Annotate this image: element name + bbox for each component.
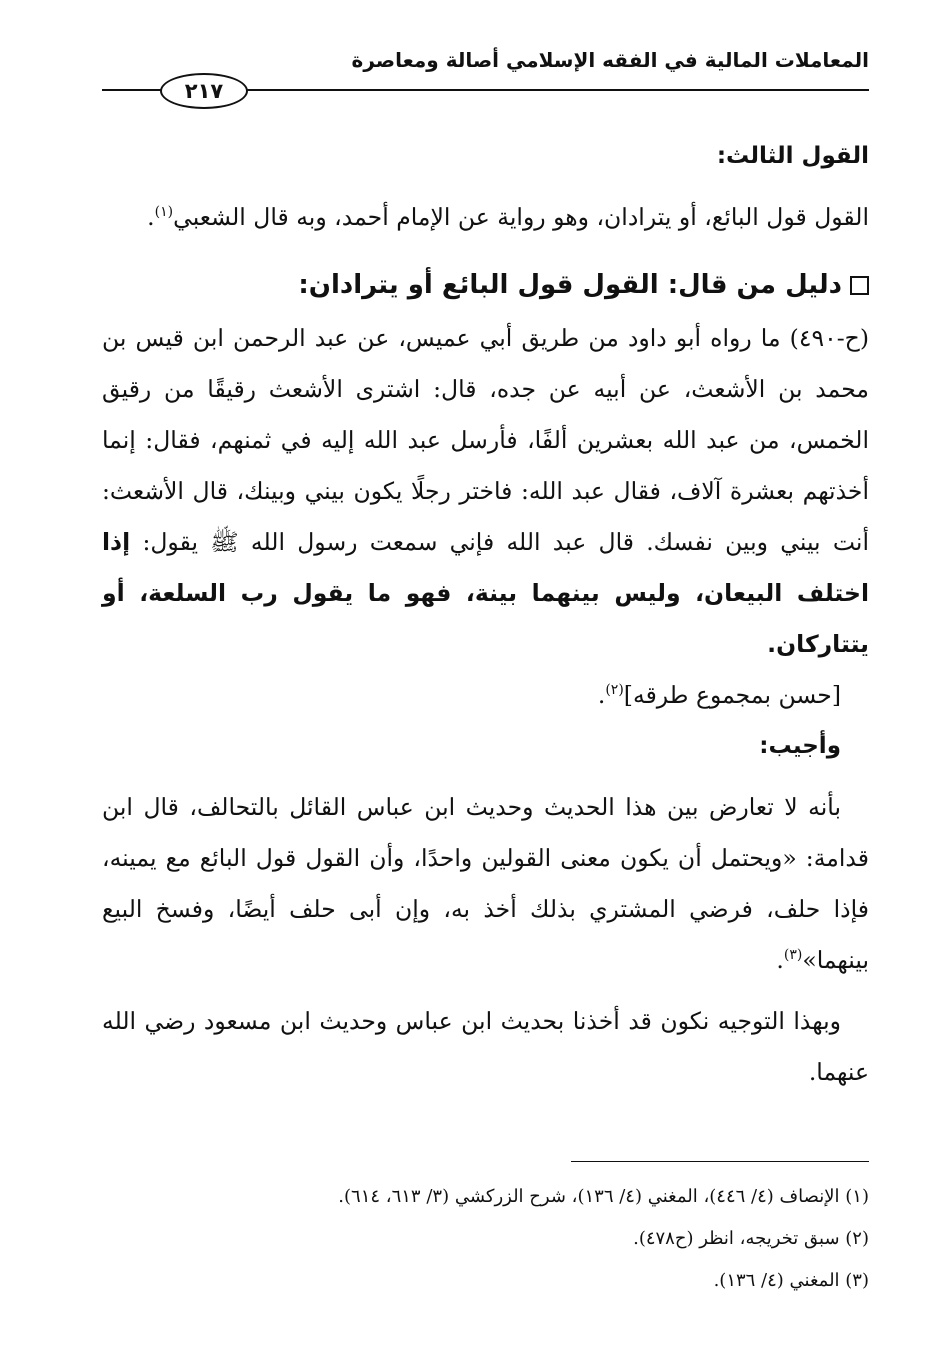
closing-paragraph: وبهذا التوجيه نكون قد أخذنا بحديث ابن عباس وحديث ابن مسعود رضي الله عنهما. — [102, 1007, 869, 1086]
hadith-paragraph — [102, 313, 869, 670]
footnote-ref-1: (١) — [154, 204, 174, 221]
running-title: المعاملات المالية في الفقه الإسلامي أصالة ومعاصرة — [351, 48, 869, 72]
answer-text: بأنه لا تعارض بين هذا الحديث وحديث ابن عباس القائل بالتحالف، قال ابن قدامة: «ويحتمل أن يكون معنى القولين واحدًا، وأن القول قول البائع مع يمينه، فإذا حلف، فرضي المشتري بذلك أخذ به، وإن أبى حلف أيضًا، وفسخ البيع بينهما» — [102, 793, 869, 974]
footnotes — [102, 1176, 869, 1302]
square-bullet-icon — [850, 276, 869, 295]
hadith-bold-text: إذا اختلف البيعان، وليس بينهما بينة، فهو ما يقول رب السلعة، أو يتتاركان. — [102, 528, 869, 658]
footnote-ref-3: (٣) — [783, 947, 803, 964]
footnote-ref-2: (٢) — [605, 682, 624, 699]
hadith-text: (ح-٤٩٠) ما رواه أبو داود من طريق أبي عميس، عن عبد الرحمن ابن قيس بن محمد بن الأشعث، عن أبيه عن جده، قال: اشترى الأشعث رقيقًا من رقيق الخمس، من عبد الله بعشرين ألفًا، فأرسل عبد الله إليه في ثمنهم، فقال: إنما أخذتهم بعشرة آلاف، فقال عبد الله: فاختر رجلًا يكون بيني وبينك، قال الأشعث: أنت بيني وبين نفسك. قال عبد الله فإني سمعت رسول الله ﷺ يقول: — [102, 324, 869, 556]
answer-paragraph: بأنه لا تعارض بين هذا الحديث وحديث ابن عباس القائل بالتحالف، قال ابن قدامة: «ويحتمل أن يكون معنى القولين واحدًا، وأن القول قول البائع مع يمينه، فإذا حلف، فرضي المشتري بذلك أخذ به، وإن أبى حلف أيضًا، وفسخ البيع بينهما»$^{(٣)}$. — [102, 793, 869, 974]
section-heading-evidence — [102, 261, 869, 309]
heading-third-opinion: القول الثالث: — [716, 143, 869, 169]
grading-line: [حسن بمجموع طرقه]$^{(٢)}$. — [597, 681, 841, 709]
footnote-3: (٣) المغني (٤/ ١٣٦). — [713, 1270, 869, 1291]
footnote-2: (٢) سبق تخريجه، انظر (ح٤٧٨). — [633, 1228, 869, 1249]
third-opinion-text: القول قول البائع، أو يترادان، وهو رواية عن الإمام أحمد، وبه قال الشعبي — [173, 203, 869, 231]
paragraph-third-opinion: القول قول البائع، أو يترادان، وهو رواية عن الإمام أحمد، وبه قال الشعبي$^{(١)}$. — [147, 203, 869, 231]
spacer — [102, 986, 869, 996]
grading-text: [حسن بمجموع طرقه] — [623, 681, 841, 709]
spacer — [102, 772, 869, 782]
answer-heading: وأجيب: — [759, 733, 841, 759]
footnote-separator — [571, 1161, 869, 1162]
page-number: ٢١٧ — [160, 73, 248, 109]
section-title: دليل من قال: القول قول البائع أو يترادان: — [298, 270, 842, 300]
main-text — [102, 134, 869, 1098]
footnote-1: (١) الإنصاف (٤/ ٤٤٦)، المغني (٤/ ١٣٦)، شرح الزركشي (٣/ ٦١٣، ٦١٤). — [338, 1186, 869, 1207]
